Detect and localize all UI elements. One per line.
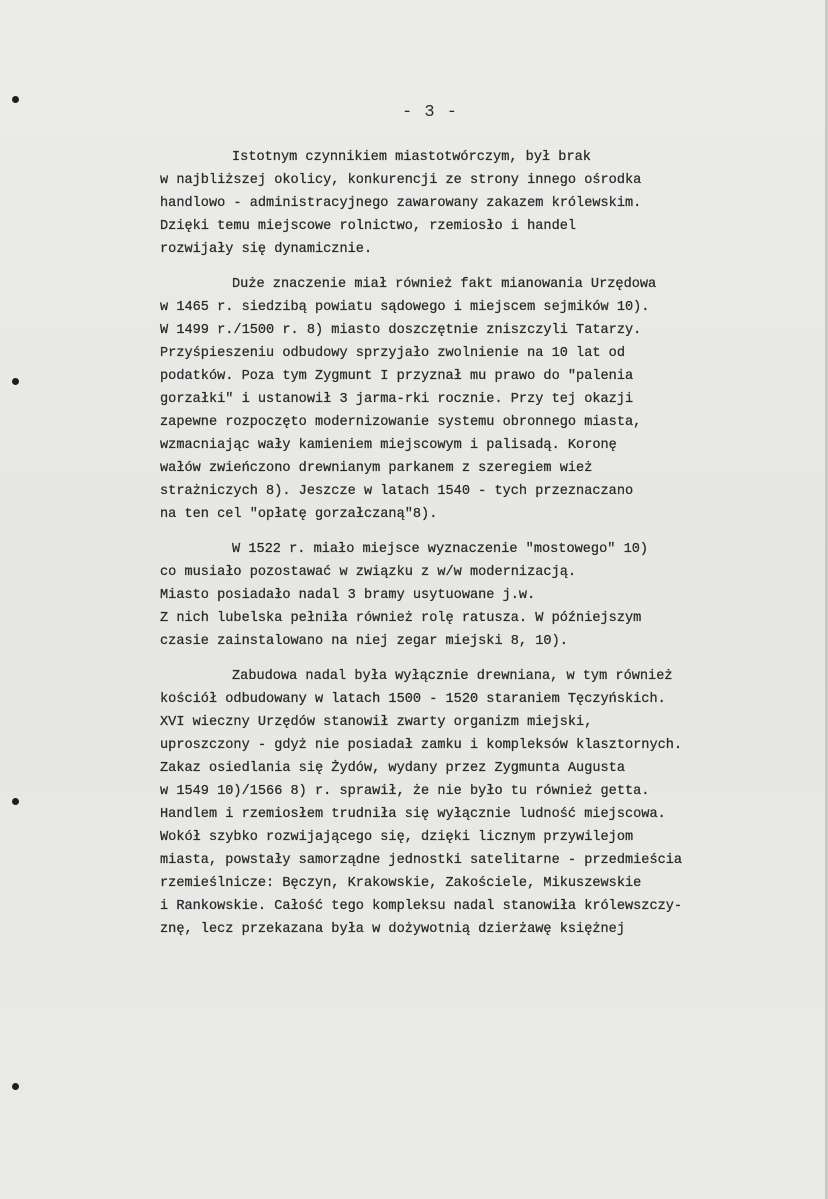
- text-line: W 1522 r. miało miejsce wyznaczenie "mostowego" 10): [232, 542, 649, 557]
- paragraph: [160, 538, 800, 653]
- text-line: Przyśpieszeniu odbudowy sprzyjało zwolnienie na 10 lat od: [160, 346, 625, 361]
- binder-hole: [12, 96, 19, 103]
- text-line: co musiało pozostawać w związku z w/w modernizacją.: [160, 565, 577, 580]
- text-line: i Rankowskie. Całość tego kompleksu nadal stanowiła królewszczy-: [160, 899, 683, 914]
- paragraph-gap: [160, 653, 800, 665]
- paragraph: [160, 665, 800, 941]
- text-line: XVI wieczny Urzędów stanowił zwarty organizm miejski,: [160, 715, 593, 730]
- text-line: miasta, powstały samorządne jednostki satelitarne - przedmieścia: [160, 853, 683, 868]
- paragraph: [160, 146, 800, 261]
- text-line: rozwijały się dynamicznie.: [160, 242, 373, 257]
- text-line: zapewne rozpoczęto modernizowanie systemu obronnego miasta,: [160, 415, 642, 430]
- text-line: w najbliższej okolicy, konkurencji ze strony innego ośrodka: [160, 173, 642, 188]
- text-line: Dzięki temu miejscowe rolnictwo, rzemiosło i handel: [160, 219, 577, 234]
- binder-hole: [12, 1083, 19, 1090]
- page-number: - 3 -: [401, 103, 458, 122]
- text-line: Istotnym czynnikiem miastotwórczym, był brak: [232, 150, 591, 165]
- text-line: W 1499 r./1500 r. 8) miasto doszczętnie zniszczyli Tatarzy.: [160, 323, 642, 338]
- text-line: Z nich lubelska pełniła również rolę ratusza. W późniejszym: [160, 611, 642, 626]
- text-line: wałów zwieńczono drewnianym parkanem z szeregiem wież: [160, 461, 593, 476]
- text-line: handlowo - administracyjnego zawarowany zakazem królewskim.: [160, 196, 642, 211]
- text-line: strażniczych 8). Jeszcze w latach 1540 - tych przeznaczano: [160, 484, 634, 499]
- text-line: gorzałki" i ustanowił 3 jarma-rki rocznie. Przy tej okazji: [160, 392, 634, 407]
- text-line: w 1549 10)/1566 8) r. sprawił, że nie było tu również getta.: [160, 784, 650, 799]
- text-line: na ten cel "opłatę gorzałczaną"8).: [160, 507, 438, 522]
- text-line: znę, lecz przekazana była w dożywotnią dzierżawę księżnej: [160, 922, 625, 937]
- paragraph-gap: [160, 526, 800, 538]
- text-line: Miasto posiadało nadal 3 bramy usytuowane j.w.: [160, 588, 536, 603]
- binder-hole: [12, 798, 19, 805]
- typewritten-text: [160, 146, 800, 941]
- paragraph: [160, 273, 800, 526]
- text-line: uproszczony - gdyż nie posiadał zamku i kompleksów klasztornych.: [160, 738, 683, 753]
- text-line: czasie zainstalowano na niej zegar miejski 8, 10).: [160, 634, 568, 649]
- text-line: kościół odbudowany w latach 1500 - 1520 staraniem Tęczyńskich.: [160, 692, 666, 707]
- text-line: wzmacniając wały kamieniem miejscowym i palisadą. Koronę: [160, 438, 617, 453]
- text-line: Handlem i rzemiosłem trudniła się wyłącznie ludność miejscowa.: [160, 807, 666, 822]
- text-line: Zabudowa nadal była wyłącznie drewniana, w tym również: [232, 669, 673, 684]
- paragraph-gap: [160, 261, 800, 273]
- text-line: Wokół szybko rozwijającego się, dzięki licznym przywilejom: [160, 830, 634, 845]
- text-line: w 1465 r. siedzibą powiatu sądowego i miejscem sejmików 10).: [160, 300, 650, 315]
- text-line: podatków. Poza tym Zygmunt I przyznał mu prawo do "palenia: [160, 369, 634, 384]
- binder-hole: [12, 378, 19, 385]
- text-line: Duże znaczenie miał również fakt mianowania Urzędowa: [232, 277, 657, 292]
- text-line: rzemieślnicze: Bęczyn, Krakowskie, Zakościele, Mikuszewskie: [160, 876, 642, 891]
- text-line: Zakaz osiedlania się Żydów, wydany przez Zygmunta Augusta: [160, 761, 625, 776]
